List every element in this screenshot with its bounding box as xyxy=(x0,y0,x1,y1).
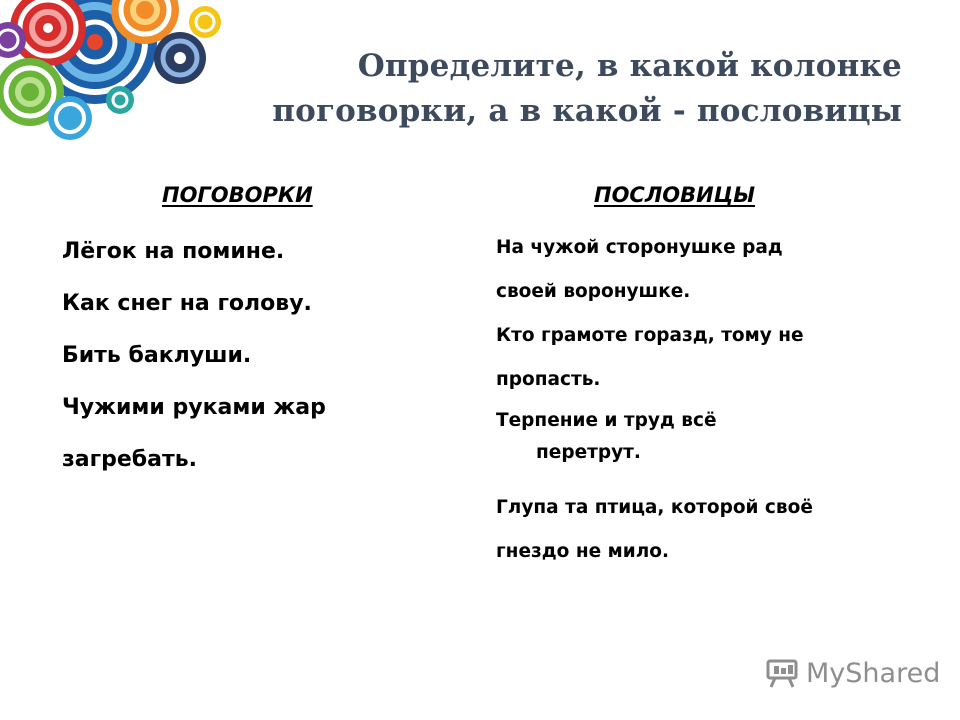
list-line: Терпение и труд всё xyxy=(496,410,717,431)
right-column-heading: ПОСЛОВИЦЫ xyxy=(594,183,755,207)
list-item: загребать. xyxy=(62,447,198,472)
left-column-heading: ПОГОВОРКИ xyxy=(162,183,313,207)
watermark xyxy=(766,656,940,690)
right-column-list xyxy=(496,228,936,576)
list-item: Лёгок на помине. xyxy=(62,239,285,264)
list-item: Бить баклуши. xyxy=(62,343,252,368)
list-line: перетрут. xyxy=(536,442,641,463)
list-line: Глупа та птица, которой своё xyxy=(496,497,813,518)
decorative-circles xyxy=(0,0,230,150)
list-item: Как снег на голову. xyxy=(62,291,312,316)
slide-title xyxy=(210,44,902,134)
presentation-board-icon xyxy=(766,658,800,688)
list-line: своей воронушке. xyxy=(496,281,691,302)
left-column-list xyxy=(62,226,422,486)
list-line: пропасть. xyxy=(496,369,601,390)
slide-title-line-2: поговорки, а в какой - пословицы xyxy=(272,93,902,129)
list-line: На чужой сторонушке рад xyxy=(496,237,783,258)
list-line: Кто грамоте горазд, тому не xyxy=(496,325,804,346)
list-line: гнездо не мило. xyxy=(496,541,669,562)
slide-title-line-1: Определите, в какой колонке xyxy=(357,48,902,84)
watermark-text: MyShared xyxy=(806,657,941,689)
list-item: Чужими руками жар xyxy=(62,395,326,420)
